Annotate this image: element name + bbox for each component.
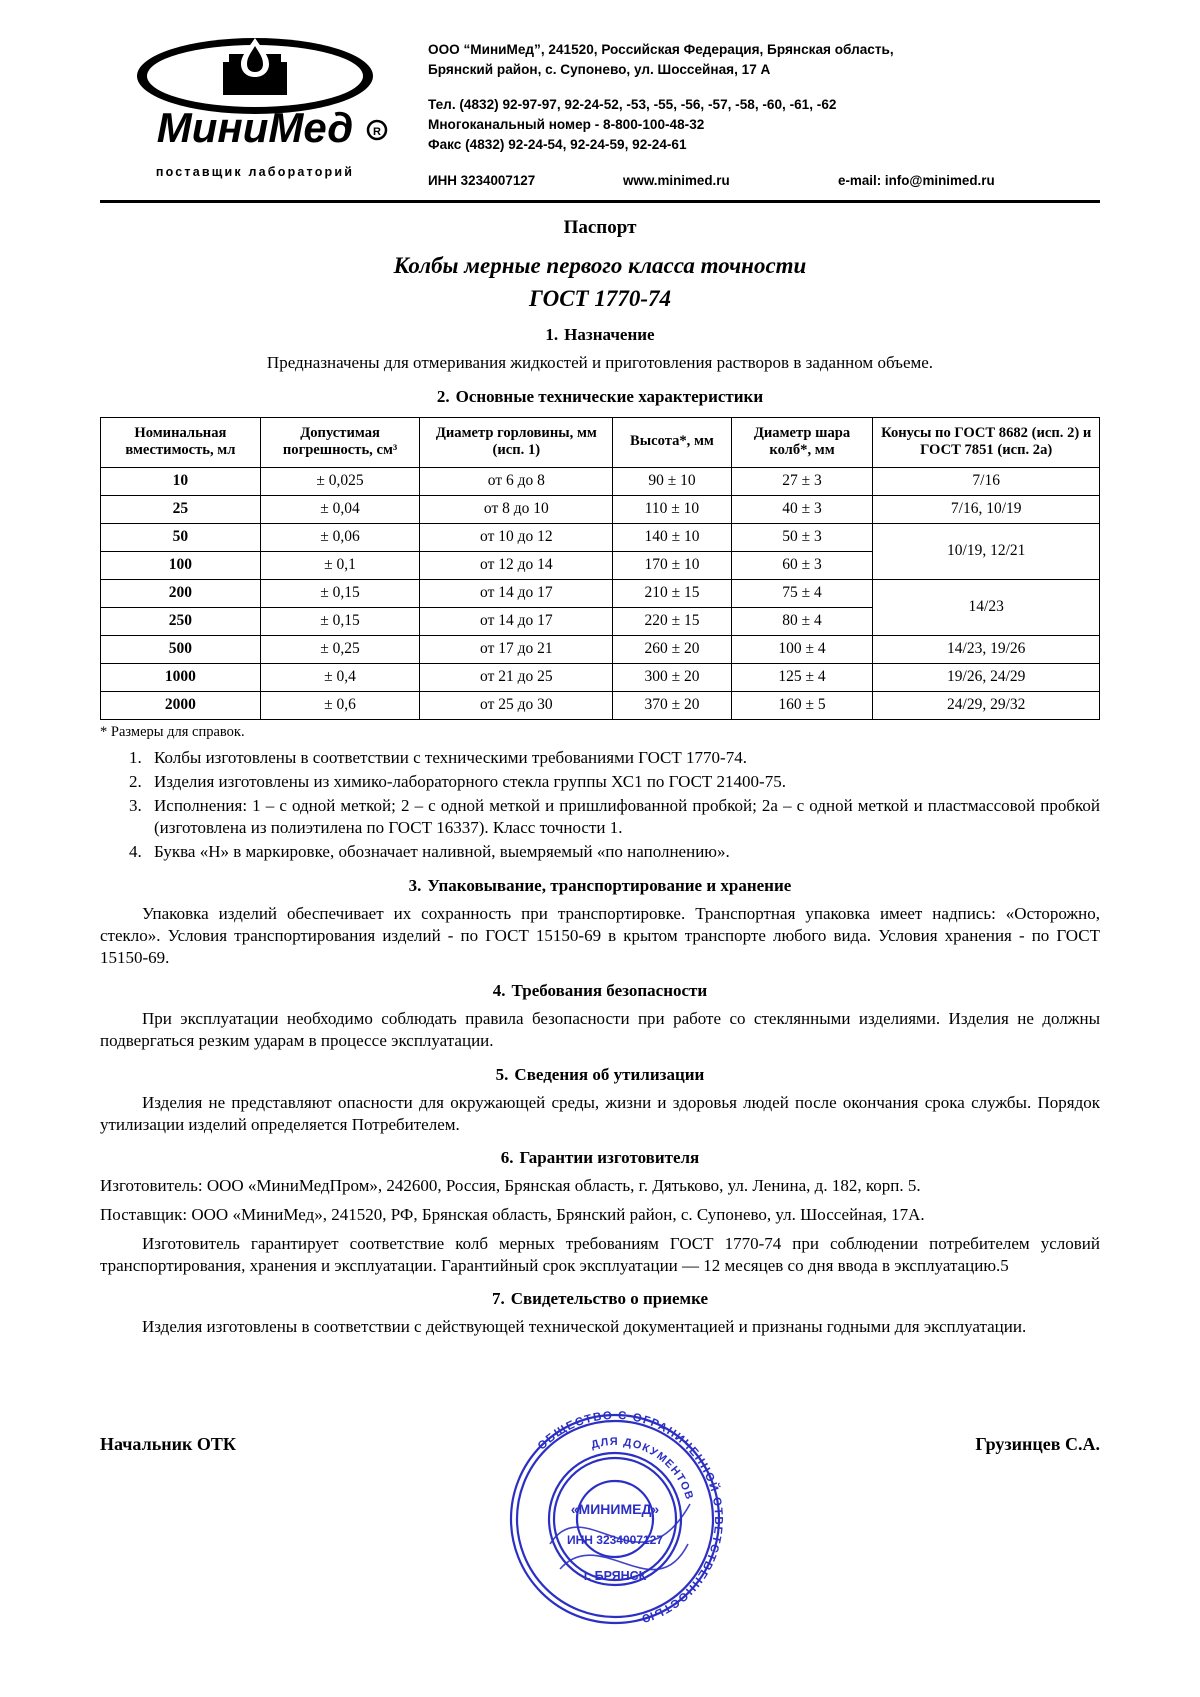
cell-height: 140 ± 10 — [613, 523, 731, 551]
cell-error: ± 0,6 — [260, 691, 420, 719]
section-3-text: Упаковка изделий обеспечивает их сохранность при транспортировке. Транспортная упаковка имеет надпись: «Осторожно, стекло». Условия транспортирования изделий - по ГОСТ 15150-69 в крытом транспорте любого вида. Условия хранения - по ГОСТ 15150-69. — [100, 904, 1100, 967]
minimed-logo-icon — [105, 34, 405, 164]
table-row — [101, 635, 1100, 663]
section-1-number: 1. — [545, 324, 559, 344]
table-row — [101, 495, 1100, 523]
cell-cone: 7/16 — [873, 467, 1100, 495]
cell-ball: 125 ± 4 — [731, 663, 873, 691]
cell-ball: 75 ± 4 — [731, 579, 873, 607]
specifications-table — [100, 417, 1100, 720]
cell-neck: от 12 до 14 — [420, 551, 613, 579]
cell-error: ± 0,06 — [260, 523, 420, 551]
company-stamp — [490, 1394, 740, 1644]
company-inn: ИНН 3234007127 — [428, 172, 536, 188]
signature-person: Грузинцев С.А. — [975, 1434, 1100, 1455]
table-header-row — [101, 417, 1100, 467]
cell-ball: 60 ± 3 — [731, 551, 873, 579]
section-5-title: Сведения об утилизации — [514, 1064, 705, 1084]
section-5-heading — [0, 1065, 1200, 1085]
phone-line-3: Факс (4832) 92-24-54, 92-24-59, 92-24-61 — [428, 136, 687, 152]
cell-cone: 19/26, 24/29 — [873, 663, 1100, 691]
company-phones — [428, 95, 1100, 154]
svg-text:г. БРЯНСК: г. БРЯНСК — [583, 1569, 647, 1584]
section-5-number: 5. — [495, 1064, 509, 1084]
cell-ball: 27 ± 3 — [731, 467, 873, 495]
cell-nominal: 2000 — [101, 691, 261, 719]
company-email[interactable]: e-mail: info@minimed.ru — [838, 172, 995, 188]
section-3-number: 3. — [408, 876, 422, 896]
cell-cone: 14/23, 19/26 — [873, 635, 1100, 663]
col-nominal: Номинальная вместимость, мл — [101, 417, 261, 467]
list-item: 4. Буква «Н» в маркировке, обозначает наливной, выемряемый «по наполнению». — [146, 841, 1100, 863]
cell-error: ± 0,1 — [260, 551, 420, 579]
cell-neck: от 14 до 17 — [420, 579, 613, 607]
section-2-heading — [0, 387, 1200, 407]
stamp-icon — [490, 1394, 740, 1644]
cell-neck: от 6 до 8 — [420, 467, 613, 495]
cell-cone: 14/23 — [873, 579, 1100, 635]
cell-ball: 80 ± 4 — [731, 607, 873, 635]
company-address — [428, 40, 1100, 79]
table-row — [101, 663, 1100, 691]
cell-nominal: 500 — [101, 635, 261, 663]
company-website[interactable]: www.minimed.ru — [623, 172, 730, 188]
cell-error: ± 0,4 — [260, 663, 420, 691]
section-3-title: Упаковывание, транспортирование и хранение — [427, 876, 792, 896]
section-2-number: 2. — [436, 386, 450, 406]
cell-cone: 7/16, 10/19 — [873, 495, 1100, 523]
section-7-text: Изделия изготовлены в соответствии с действующей технической документацией и признаны годными для эксплуатации. — [142, 1317, 1027, 1337]
product-title: Колбы мерные первого класса точности — [393, 252, 807, 278]
section-4-text: При эксплуатации необходимо соблюдать правила безопасности при работе со стеклянными изделиями. Изделия не должны подвергаться резким ударам в процессе эксплуатации. — [100, 1009, 1100, 1051]
cell-height: 90 ± 10 — [613, 467, 731, 495]
col-cone: Конусы по ГОСТ 8682 (исп. 2) и ГОСТ 7851 (исп. 2а) — [873, 417, 1100, 467]
company-contact-block — [410, 28, 1100, 190]
cell-neck: от 10 до 12 — [420, 523, 613, 551]
phone-line-1: Тел. (4832) 92-97-97, 92-24-52, -53, -55, -56, -57, -58, -60, -61, -62 — [428, 97, 837, 113]
table-row — [101, 467, 1100, 495]
cell-height: 300 ± 20 — [613, 663, 731, 691]
section-2-title: Основные технические характеристики — [455, 386, 764, 406]
cell-error: ± 0,15 — [260, 579, 420, 607]
header-divider — [100, 200, 1100, 203]
list-item: 1. Колбы изготовлены в соответствии с техническими требованиями ГОСТ 1770-74. — [146, 747, 1100, 769]
signature-row — [100, 1410, 1100, 1625]
page-title: Паспорт — [563, 216, 637, 238]
cell-error: ± 0,025 — [260, 467, 420, 495]
table-footnote: * Размеры для справок. — [100, 723, 245, 740]
section-4-heading — [0, 981, 1200, 1001]
cell-nominal: 100 — [101, 551, 261, 579]
document-header — [0, 0, 1200, 190]
cell-neck: от 21 до 25 — [420, 663, 613, 691]
list-item: 2. Изделия изготовлены из химико-лабораторного стекла группы ХС1 по ГОСТ 21400-75. — [146, 771, 1100, 793]
section-6-text-manufacturer: Изготовитель: ООО «МиниМедПром», 242600, Россия, Брянская область, г. Дятьково, ул. Ленина, д. 182, корп. 5. — [100, 1176, 921, 1196]
svg-text:ДЛЯ ДОКУМЕНТОВ: ДЛЯ ДОКУМЕНТОВ — [589, 1436, 696, 1503]
signature-role: Начальник ОТК — [100, 1434, 236, 1455]
section-4-title: Требования безопасности — [511, 981, 708, 1001]
cell-height: 220 ± 15 — [613, 607, 731, 635]
cell-nominal: 250 — [101, 607, 261, 635]
notes-list — [100, 747, 1100, 863]
section-6-text-supplier: Поставщик: ООО «МиниМед», 241520, РФ, Брянская область, Брянский район, с. Супонево, ул. Шоссейная, 17А. — [100, 1205, 925, 1225]
col-ball: Диаметр шара колб*, мм — [731, 417, 873, 467]
company-logo — [100, 28, 410, 179]
table-head — [101, 417, 1100, 467]
cell-ball: 160 ± 5 — [731, 691, 873, 719]
section-7-title: Свидетельство о приемке — [510, 1289, 709, 1309]
cell-error: ± 0,15 — [260, 607, 420, 635]
cell-cone: 24/29, 29/32 — [873, 691, 1100, 719]
section-6-title: Гарантии изготовителя — [519, 1148, 700, 1168]
cell-nominal: 1000 — [101, 663, 261, 691]
table-row — [101, 579, 1100, 607]
section-4-number: 4. — [492, 981, 506, 1001]
table-row — [101, 691, 1100, 719]
col-height: Высота*, мм — [613, 417, 731, 467]
svg-text:R: R — [373, 126, 381, 138]
section-6-number: 6. — [500, 1148, 514, 1168]
company-identifiers — [428, 171, 1100, 190]
company-address-line1: ООО “МиниМед”, 241520, Российская Федерация, Брянская область, — [428, 42, 894, 57]
cell-nominal: 50 — [101, 523, 261, 551]
section-1-heading — [0, 325, 1200, 345]
svg-text:«МИНИМЕД»: «МИНИМЕД» — [570, 1501, 660, 1518]
cell-nominal: 10 — [101, 467, 261, 495]
list-item: 3. Исполнения: 1 – с одной меткой; 2 – с одной меткой и пришлифованной пробкой; 2а – с одной меткой и пластмассовой пробкой (изготовлена из полиэтилена по ГОСТ 16337). Класс точности 1. — [146, 795, 1100, 839]
section-1-text: Предназначены для отмеривания жидкостей и приготовления растворов в заданном объеме. — [266, 352, 934, 372]
cell-ball: 100 ± 4 — [731, 635, 873, 663]
section-1-title: Назначение — [564, 324, 655, 344]
cell-ball: 40 ± 3 — [731, 495, 873, 523]
table-row — [101, 523, 1100, 551]
cell-height: 260 ± 20 — [613, 635, 731, 663]
section-7-number: 7. — [491, 1289, 505, 1309]
standard-title: ГОСТ 1770-74 — [529, 285, 671, 311]
col-neck: Диаметр горловины, мм (исп. 1) — [420, 417, 613, 467]
cell-error: ± 0,04 — [260, 495, 420, 523]
cell-error: ± 0,25 — [260, 635, 420, 663]
phone-line-2: Многоканальный номер - 8-800-100-48-32 — [428, 117, 705, 133]
svg-text:ИНН 3234007127: ИНН 3234007127 — [566, 1533, 664, 1548]
cell-nominal: 25 — [101, 495, 261, 523]
cell-ball: 50 ± 3 — [731, 523, 873, 551]
section-3-heading — [0, 876, 1200, 896]
cell-neck: от 25 до 30 — [420, 691, 613, 719]
cell-height: 210 ± 15 — [613, 579, 731, 607]
cell-height: 370 ± 20 — [613, 691, 731, 719]
cell-height: 110 ± 10 — [613, 495, 731, 523]
cell-neck: от 8 до 10 — [420, 495, 613, 523]
cell-nominal: 200 — [101, 579, 261, 607]
table-body — [101, 467, 1100, 719]
col-error: Допустимая погрешность, см³ — [260, 417, 420, 467]
section-6-heading — [0, 1148, 1200, 1168]
svg-text:МиниМед: МиниМед — [156, 104, 354, 151]
svg-text:ОБЩЕСТВО С ОГРАНИЧЕННОЙ ОТВЕТС: ОБЩЕСТВО С ОГРАНИЧЕННОЙ ОТВЕТСТВЕННОСТЬЮ — [535, 1410, 725, 1625]
logo-tagline: поставщик лабораторий — [155, 165, 355, 179]
cell-neck: от 17 до 21 — [420, 635, 613, 663]
cell-neck: от 14 до 17 — [420, 607, 613, 635]
company-address-line2: Брянский район, с. Супонево, ул. Шоссейная, 17 А — [428, 61, 771, 77]
section-6-text-warranty: Изготовитель гарантирует соответствие колб мерных требованиям ГОСТ 1770-74 при соблюдении потребителем условий транспортирования, хранения и эксплуатации. Гарантийный срок эксплуатации — 12 месяцев со дня ввода в эксплуатацию.5 — [100, 1233, 1100, 1275]
section-5-text: Изделия не представляют опасности для окружающей среды, жизни и здоровья людей после окончания срока службы. Порядок утилизации изделий определяется Потребителем. — [100, 1092, 1100, 1134]
cell-cone: 10/19, 12/21 — [873, 523, 1100, 579]
cell-height: 170 ± 10 — [613, 551, 731, 579]
section-7-heading — [0, 1289, 1200, 1309]
